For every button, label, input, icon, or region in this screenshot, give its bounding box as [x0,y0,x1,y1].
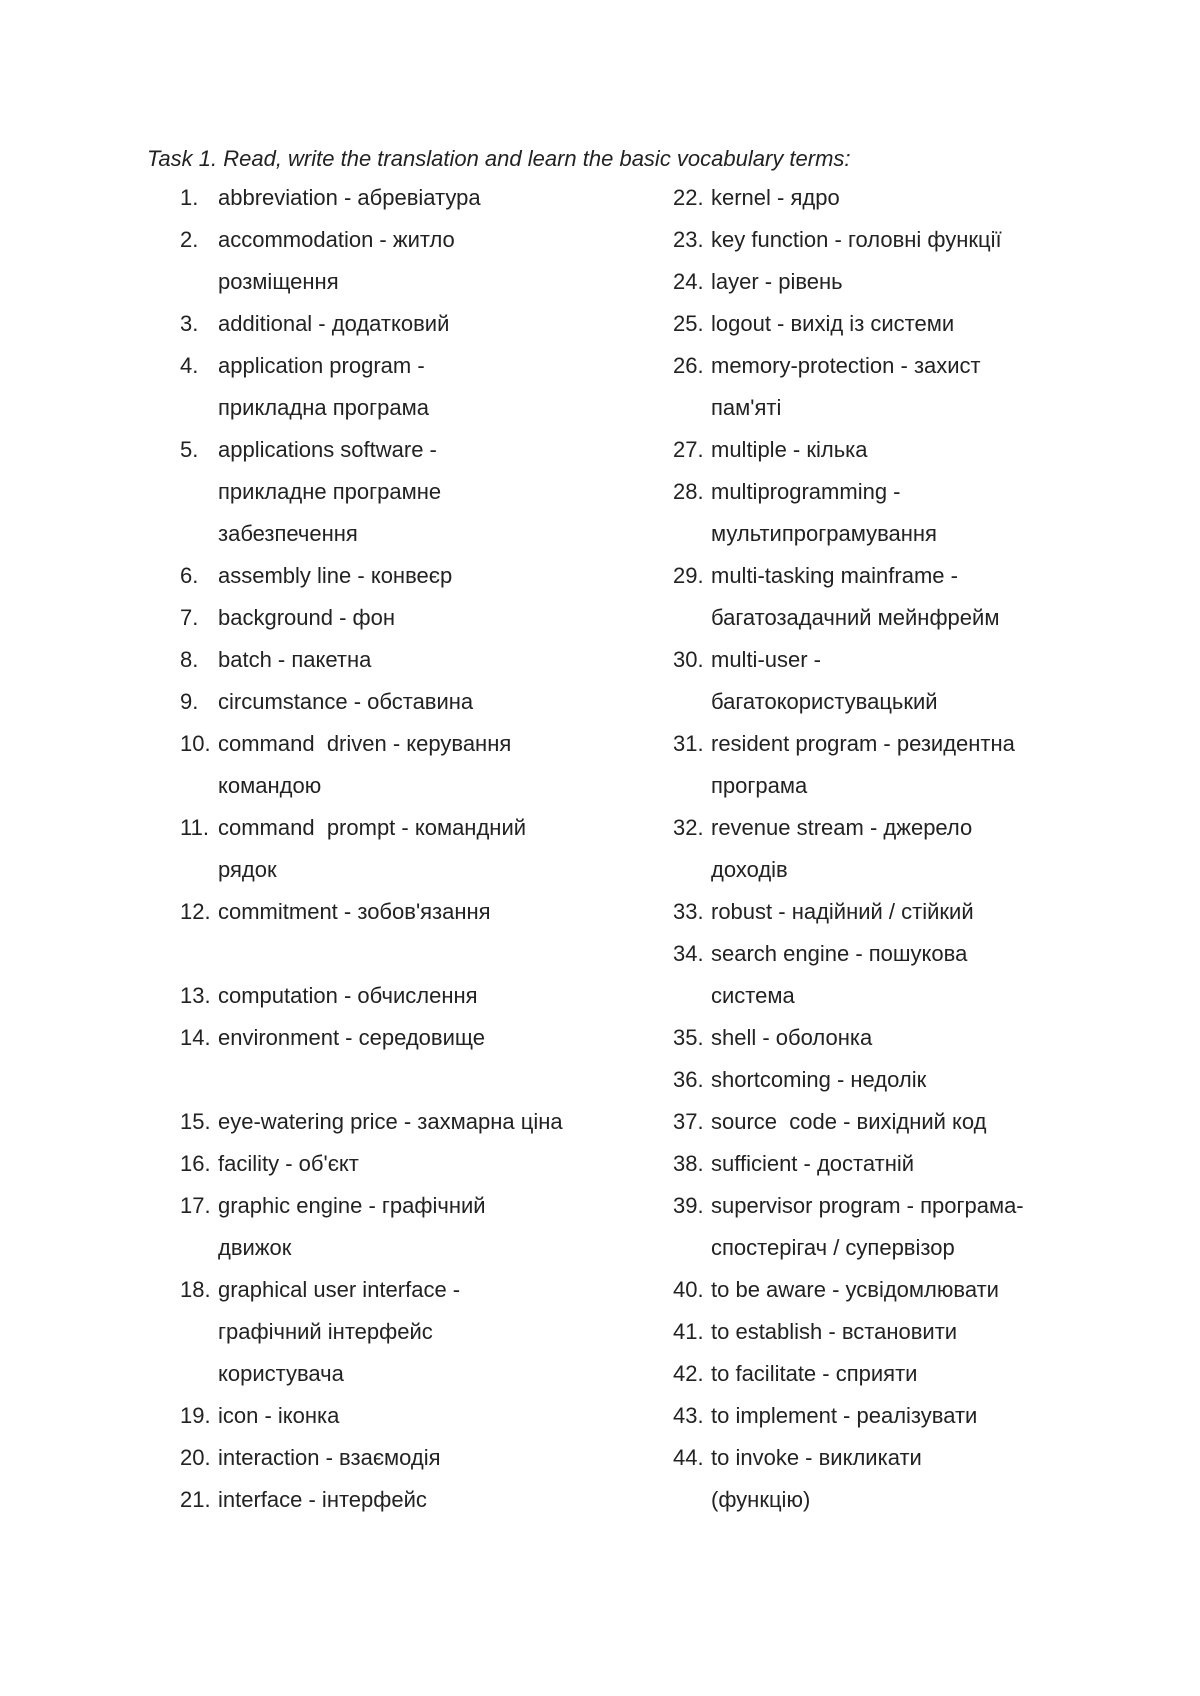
item-term: source code - вихідний код [711,1109,987,1134]
vocabulary-list-right [673,177,1093,1521]
list-item [673,933,1003,1017]
list-item [673,1185,1073,1269]
item-number: 8. [180,647,199,672]
item-number: 33. [673,899,704,924]
item-number: 3. [180,311,199,336]
item-term: shell - оболонка [711,1025,873,1050]
item-number: 44. [673,1445,704,1470]
item-number: 16. [180,1151,211,1176]
item-number: 40. [673,1277,704,1302]
item-number: 5. [180,437,199,462]
item-number: 38. [673,1151,704,1176]
list-item [180,1395,610,1437]
item-number: 25. [673,311,704,336]
item-number: 21. [180,1487,211,1512]
item-number: 34. [673,941,704,966]
item-term: multi-user - багатокористувацький [711,647,938,714]
list-item [180,1017,610,1059]
item-number: 41. [673,1319,704,1344]
item-term: environment - середовище [218,1025,485,1050]
item-term: applications software - прикладне програмне забезпечення [218,437,442,546]
item-term: command driven - керування командою [218,731,518,798]
item-term: command prompt - командний рядок [218,815,533,882]
item-term: revenue stream - джерело доходів [711,815,973,882]
item-number: 27. [673,437,704,462]
list-item [673,639,963,723]
item-term: layer - рівень [711,269,843,294]
list-item [673,1143,1093,1185]
item-number: 18. [180,1277,211,1302]
item-term: shortcoming - недолік [711,1067,927,1092]
item-number: 9. [180,689,199,714]
item-term: computation - обчислення [218,983,478,1008]
item-number: 11. [180,815,209,840]
item-term: background - фон [218,605,396,630]
item-number: 22. [673,185,704,210]
list-item [673,891,1093,933]
item-term: resident program - резидентна програма [711,731,1015,798]
item-number: 29. [673,563,704,588]
item-term: multiple - кілька [711,437,868,462]
list-item [673,261,1093,303]
list-item [180,681,610,723]
item-number: 37. [673,1109,704,1134]
list-item [180,1101,580,1143]
item-term: assembly line - конвеєр [218,563,453,588]
item-term: interaction - взаємодія [218,1445,441,1470]
item-term: abbreviation - абревіатура [218,185,481,210]
item-term: eye-watering price - захмарна ціна [218,1109,563,1134]
list-item [180,555,610,597]
item-number: 7. [180,605,199,630]
item-number: 19. [180,1403,211,1428]
list-item [180,303,510,345]
item-term: to invoke - викликати (функцію) [711,1445,922,1512]
list-item [673,807,1023,891]
item-term: supervisor program - програма-спостерігач / супервізор [711,1193,1024,1260]
list-item [180,1437,610,1479]
item-term: commitment - зобов'язання [218,899,491,924]
list-item [673,177,1093,219]
item-term: memory-protection - захист пам'яті [711,353,981,420]
item-number: 23. [673,227,704,252]
list-item [180,1479,610,1521]
item-term: to be aware - усвідомлювати [711,1277,999,1302]
list-item [180,975,610,1017]
item-number: 26. [673,353,704,378]
list-item [673,303,1093,345]
item-number: 31. [673,731,704,756]
item-term: icon - іконка [218,1403,340,1428]
list-item [673,1437,963,1521]
list-item [673,345,1033,429]
item-number: 36. [673,1067,704,1092]
list-item [180,1143,610,1185]
item-term: logout - вихід із системи [711,311,955,336]
list-item [180,807,590,891]
item-term: facility - об'єкт [218,1151,359,1176]
item-number: 1. [180,185,199,210]
item-number: 35. [673,1025,704,1050]
list-item [673,1395,1093,1437]
item-term: robust - надійний / стійкий [711,899,974,924]
list-item [673,1101,1093,1143]
item-term: graphic engine - графічний движок [218,1193,486,1260]
item-term: interface - інтерфейс [218,1487,427,1512]
list-item [673,219,1093,261]
list-item [673,1269,1093,1311]
item-number: 10. [180,731,211,756]
list-item [180,429,480,555]
list-item [180,891,610,933]
item-number: 15. [180,1109,211,1134]
item-term: to facilitate - сприяти [711,1361,918,1386]
item-term: additional - додатковий [218,311,450,336]
list-item [673,1353,1093,1395]
list-item [673,1059,1093,1101]
item-number: 13. [180,983,211,1008]
item-term: application program - прикладна програма [218,353,429,420]
item-term: accommodation - житло розміщення [218,227,455,294]
item-term: multiprogramming - мультипрограмування [711,479,937,546]
list-item [673,1017,1093,1059]
list-item [180,345,480,429]
item-term: kernel - ядро [711,185,840,210]
list-item [673,723,1063,807]
item-term: search engine - пошукова система [711,941,968,1008]
item-number: 42. [673,1361,704,1386]
item-number: 4. [180,353,199,378]
item-term: to establish - встановити [711,1319,958,1344]
list-item [180,177,510,219]
item-term: graphical user interface - графічний інтерфейс користувача [218,1277,461,1386]
item-term: batch - пакетна [218,647,372,672]
item-number: 12. [180,899,211,924]
item-number: 14. [180,1025,211,1050]
item-number: 17. [180,1193,211,1218]
item-term: multi-tasking mainframe - багатозадачний мейнфрейм [711,563,1000,630]
vocabulary-list-left [180,177,610,1521]
item-number: 32. [673,815,704,840]
list-item [180,1185,530,1269]
list-item [180,639,610,681]
list-item [180,723,570,807]
list-item [180,1269,500,1395]
item-number: 6. [180,563,199,588]
list-item [180,597,610,639]
item-term: key function - головні функції [711,227,1002,252]
task-heading: Task 1. Read, write the translation and learn the basic vocabulary terms: [147,146,851,171]
item-term: sufficient - достатній [711,1151,915,1176]
item-term: circumstance - обставина [218,689,474,714]
list-item [673,555,1043,639]
list-item [180,219,510,303]
item-number: 30. [673,647,704,672]
list-item [673,471,983,555]
list-item [673,429,1093,471]
item-number: 43. [673,1403,704,1428]
item-number: 20. [180,1445,211,1470]
item-number: 28. [673,479,704,504]
item-number: 39. [673,1193,704,1218]
item-number: 2. [180,227,199,252]
list-item [673,1311,1093,1353]
item-term: to implement - реалізувати [711,1403,978,1428]
item-number: 24. [673,269,704,294]
